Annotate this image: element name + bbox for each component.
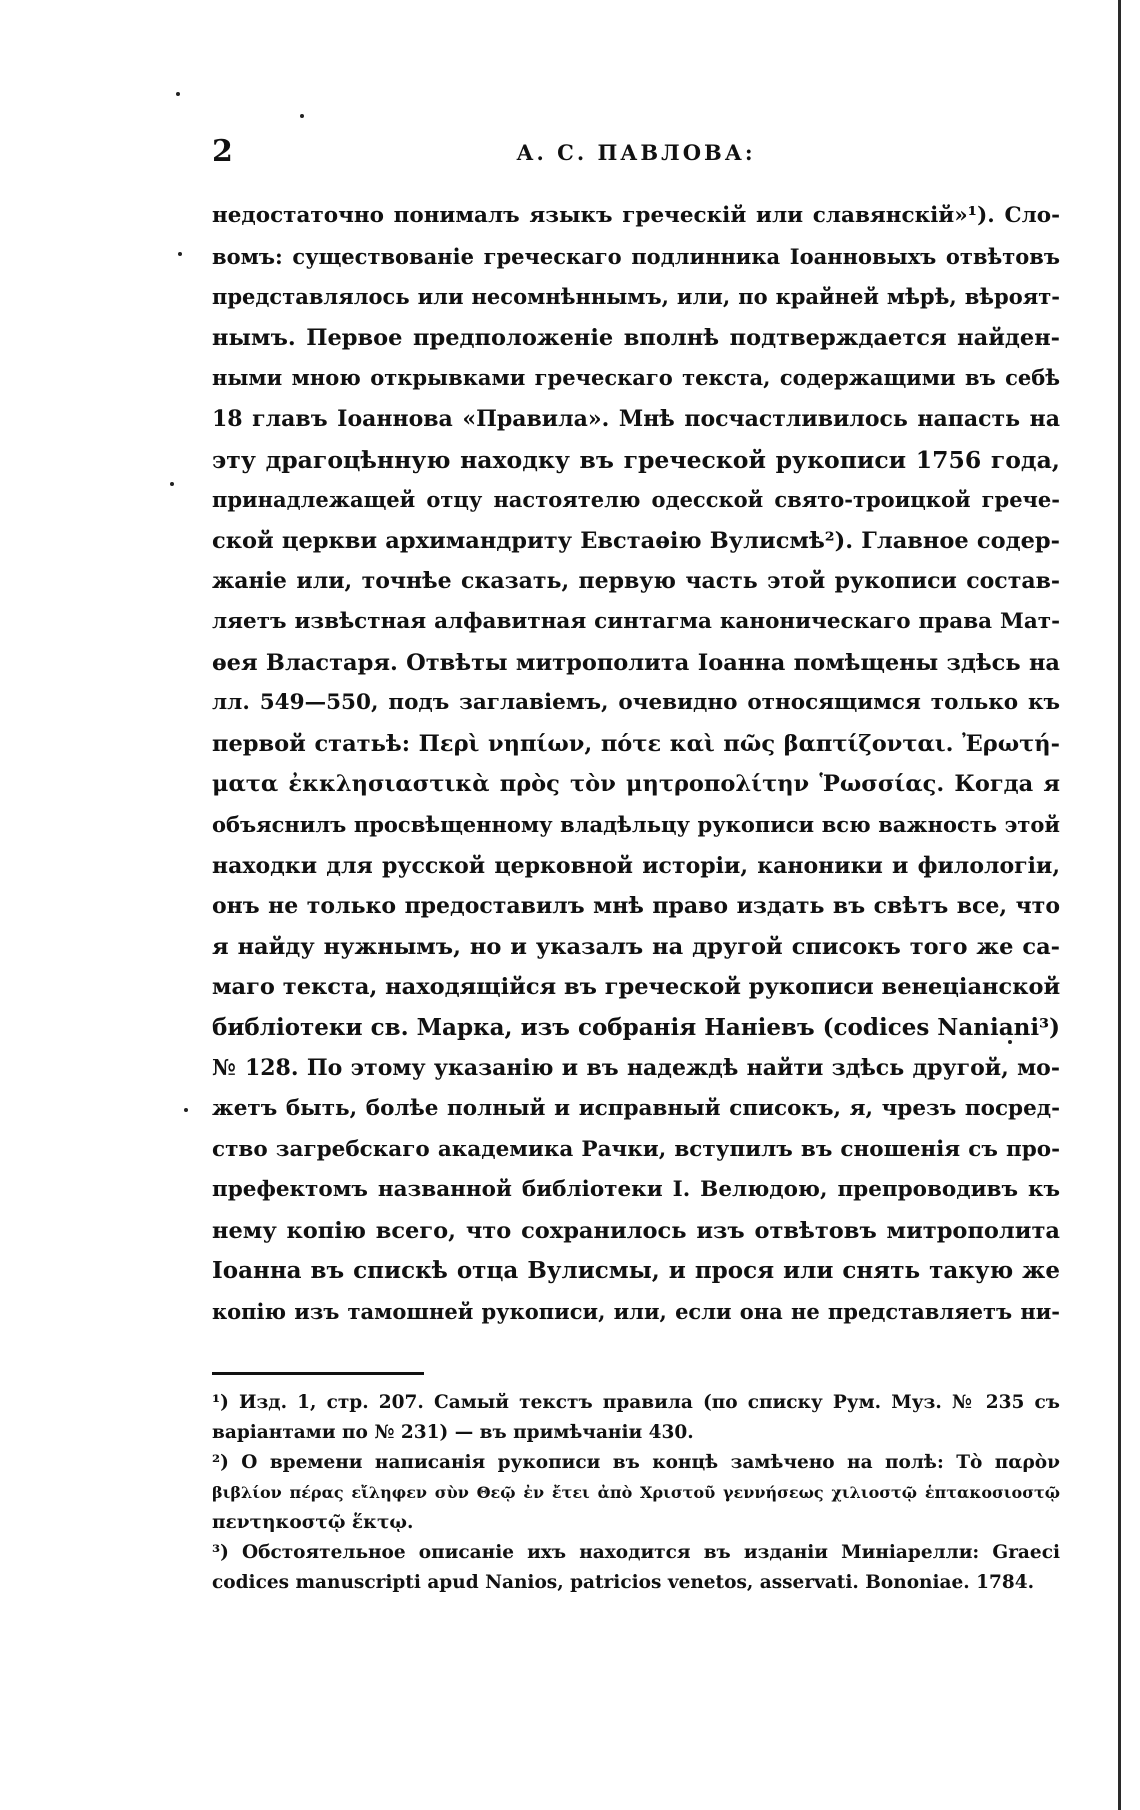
text-line: вомъ: существованіе греческаго подлинника Іоанновыхъ отвѣтовъ [212, 243, 1060, 269]
text-line: я найду нужнымъ, но и указалъ на другой списокъ того же са- [212, 933, 1060, 960]
text-line: находки для русской церковной исторіи, каноники и филологіи, [212, 852, 1060, 879]
text-line: № 128. По этому указанію и въ надеждѣ найти здѣсь другой, мо- [212, 1055, 1060, 1082]
text-line: онъ не только предоставилъ мнѣ право издать въ свѣтъ все, что [212, 893, 1060, 920]
text-line: лл. 549—550, подъ заглавіемъ, очевидно относящимся только къ [212, 690, 1060, 716]
text-line: эту драгоцѣнную находку въ греческой рукописи 1756 года, [212, 445, 1060, 474]
footnote-line: ³) Обстоятельное описаніе ихъ находится въ изданіи Минiарелли: Graeci [212, 1542, 1060, 1563]
text-line: нему копію всего, что сохранилось изъ отвѣтовъ митрополита [212, 1217, 1060, 1244]
footnote-rule [212, 1372, 424, 1375]
footnote-line: codices manuscripti apud Nanios, patricios venetos, asservati. Bononiae. 1784. [212, 1572, 1035, 1593]
page-number: 2 [212, 134, 233, 169]
text-line: ѳея Властаря. Отвѣты митрополита Іоанна помѣщены здѣсь на [212, 649, 1060, 676]
page-header [212, 134, 1060, 170]
footnote-line: πεντηκοστῷ ἕκτῳ. [212, 1512, 414, 1533]
text-line: жетъ быть, болѣе полный и исправный списокъ, я, чрезъ посред- [212, 1096, 1060, 1122]
text-line: ными мною открывками греческаго текста, содержащими въ себѣ [212, 365, 1060, 391]
text-line: префектомъ названной библіотеки І. Велюдою, препроводивъ къ [212, 1177, 1060, 1203]
footnote-line: варіантами по № 231) — въ примѣчаніи 430. [212, 1422, 694, 1443]
text-line: объяснилъ просвѣщенному владѣльцу рукописи всю важность этой [212, 811, 1060, 837]
footnote-line: βιβλίον πέρας εἴληφεν σὺν Θεῷ ἐν ἔτει ἀπὸ Χριστοῦ γεννήσεως χιλιοστῷ ἑπτακοσιοστῷ [212, 1483, 1060, 1502]
running-head: А. С. ПАВЛОВА: [516, 140, 756, 165]
text-line: первой статьѣ: Περὶ νηπίων, πότε καὶ πῶς βαπτίζονται. Ἐρωτή- [212, 730, 1060, 757]
ink-speck [300, 114, 304, 118]
text-line: ματα ἐκκλησιαστικὰ πρὸς τὸν μητροπολίτην Ῥωσσίας. Когда я [212, 771, 1060, 798]
footnote-line: ¹) Изд. 1, стр. 207. Самый текстъ правила (по списку Рум. Муз. № 235 съ [212, 1392, 1060, 1413]
text-line: библіотеки св. Марка, изъ собранія Наніевъ (codices Naniani³) [212, 1013, 1061, 1041]
text-line: ской церкви архимандриту Евстаѳію Вулисмѣ²). Главное содер- [212, 527, 1060, 554]
ink-speck [176, 92, 180, 96]
text-line: ство загребскаго академика Рачки, вступилъ въ сношенія съ про- [212, 1136, 1060, 1162]
ink-speck [178, 252, 182, 256]
text-line: недостаточно понималъ языкъ греческій или славянскій»¹). Сло- [212, 203, 1060, 228]
text-line: нымъ. Первое предположеніе вполнѣ подтверждается найден- [212, 324, 1060, 351]
ink-speck [184, 1108, 188, 1112]
text-line: представлялось или несомнѣннымъ, или, по крайней мѣрѣ, вѣроят- [212, 284, 1060, 310]
page-edge [1118, 0, 1121, 1810]
text-line: ляетъ извѣстная алфавитная синтагма каноническаго права Мат- [212, 608, 1060, 634]
text-line: принадлежащей отцу настоятелю одесской свято-троицкой грече- [212, 487, 1060, 513]
footnote-line: ²) О времени написанія рукописи въ концѣ замѣчено на полѣ: Τὸ παρὸν [212, 1452, 1060, 1473]
text-line: 18 главъ Іоаннова «Правила». Мнѣ посчастливилось напасть на [212, 405, 1060, 432]
footnotes [212, 1388, 1060, 1598]
ink-speck [170, 482, 174, 486]
text-line: жаніе или, точнѣе сказать, первую часть этой рукописи состав- [212, 568, 1060, 595]
text-line: Іоанна въ спискѣ отца Вулисмы, и прося или снять такую же [212, 1257, 1060, 1285]
text-line: копію изъ тамошней рукописи, или, если она не представляетъ ни- [212, 1299, 1060, 1325]
body-text [212, 196, 1060, 1333]
text-line: маго текста, находящійся въ греческой рукописи венеціанской [212, 974, 1061, 1001]
